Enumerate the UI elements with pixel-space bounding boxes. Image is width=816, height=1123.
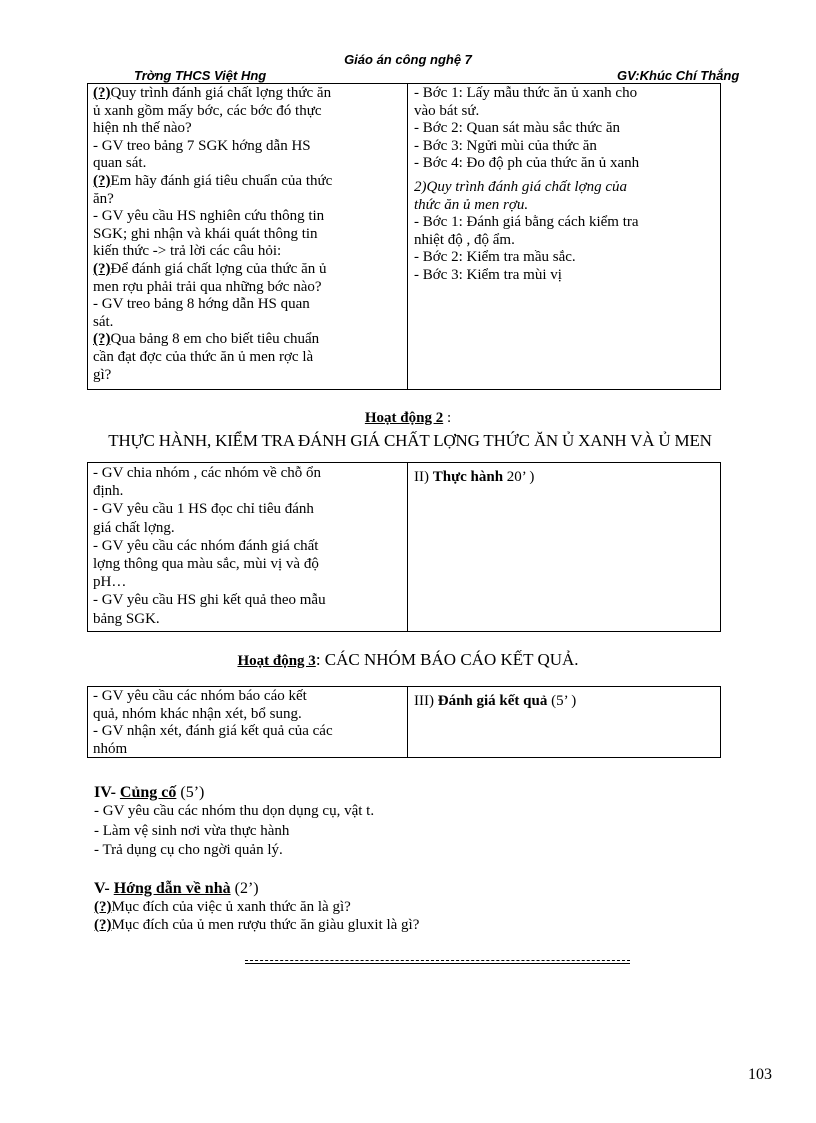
table1-left-text: gì? [93, 366, 112, 383]
table1-right-line: - Bớc 4: Đo độ ph của thức ăn ủ xanh [414, 155, 640, 172]
table1-left-text: Em hãy đánh giá tiêu chuẩn của thức [110, 172, 333, 189]
section-4-heading [94, 784, 204, 802]
section-2-number: II) [414, 469, 433, 485]
table1-left-text: - GV treo bảng 8 hớng dẫn HS quan [93, 296, 310, 313]
section-2-time: 20’ ) [503, 469, 535, 485]
section-4-title: Củng cố [119, 784, 177, 801]
table2-left-line: lợng thông qua màu sắc, mùi vị và độ [93, 556, 319, 573]
table3-left-line: quả, nhóm khác nhận xét, bổ sung. [93, 705, 302, 722]
activity-3-label: Hoạt động 3 [237, 653, 316, 669]
table3-left-line: nhóm [93, 740, 128, 757]
section-3-time: (5’ ) [547, 693, 577, 709]
table1-left-text: kiến thức -> trả lời các câu hỏi: [93, 243, 282, 260]
table1-left-line [93, 173, 402, 191]
activity-3-suffix: : CÁC NHÓM BÁO CÁO KẾT QUẢ. [315, 650, 579, 669]
school-name: Trờng THCS Việt Hng [134, 68, 267, 83]
table1-left-line [93, 191, 402, 209]
table2-left-line: - GV yêu cầu các nhóm đánh giá chất [93, 537, 319, 554]
question-icon: (?) [94, 917, 112, 933]
table1-left-text: cần đạt đợc của thức ăn ủ men rợc là [93, 348, 314, 365]
section-5-title: Hớng dẫn về nhà [113, 880, 231, 897]
table1-right2-line: - Bớc 1: Đánh giá bằng cách kiểm tra [414, 214, 639, 231]
table1-left-line [93, 296, 402, 314]
table1-left-text: sát. [93, 313, 114, 330]
table-activity-3 [87, 686, 721, 758]
page-number: 103 [748, 1066, 772, 1083]
section-3-title: Đánh giá kết quả [437, 693, 548, 709]
table2-left-line: giá chất lợng. [93, 519, 175, 536]
table3-left-cell [88, 687, 408, 757]
table2-left-cell [88, 463, 408, 631]
table2-left-line: định. [93, 483, 124, 500]
table1-left-cell [88, 84, 408, 389]
table1-left-text: - GV treo bảng 7 SGK hớng dẫn HS [93, 137, 311, 154]
table1-left-line [93, 243, 402, 261]
activity-2-heading [0, 410, 816, 427]
table1-right-line: - Bớc 2: Quan sát màu sắc thức ăn [414, 120, 621, 137]
table1-left-text: men rợu phải trải qua những bớc nào? [93, 278, 322, 295]
table1-left-text: ăn? [93, 190, 114, 207]
table1-left-text: Quy trình đánh giá chất lợng thức ăn [110, 85, 332, 101]
activity-2-label: Hoạt động 2 [364, 410, 444, 426]
table3-left-line: - GV yêu cầu các nhóm báo cáo kết [93, 688, 307, 704]
table1-right2-line: nhiệt độ , độ ẩm. [414, 231, 515, 248]
table1-left-line [93, 120, 402, 138]
end-divider [245, 960, 630, 964]
table1-left-line [93, 261, 402, 279]
section-5-time: (2’) [230, 880, 259, 897]
activity-3-heading [0, 650, 816, 670]
activity-2-subtitle: THỰC HÀNH, KIỂM TRA ĐÁNH GIÁ CHẤT LỢNG THỨC ĂN Ủ XANH VÀ Ủ MEN [108, 431, 712, 450]
table1-left-line [93, 331, 402, 349]
section-5-item-text: Mục đích của việc ủ xanh thức ăn là gì? [111, 899, 351, 915]
activity-2-suffix: : [443, 410, 452, 426]
table-activity-2 [87, 462, 721, 632]
table2-right-cell [408, 463, 720, 631]
section-4-item: - GV yêu cầu các nhóm thu dọn dụng cụ, vật t. [94, 803, 375, 819]
document-header-title: Giáo án công nghệ 7 [344, 52, 472, 67]
table1-left-text: SGK; ghi nhận và khái quát thông tin [93, 225, 318, 242]
section-5-heading [94, 880, 259, 898]
section-4-number: IV- [94, 784, 120, 801]
table3-right-cell [408, 687, 720, 757]
table1-right-cell [408, 84, 720, 389]
table1-left-text: hiện nh thế nào? [93, 120, 192, 137]
table1-left-line [93, 226, 402, 244]
table1-left-text: ủ xanh gồm mấy bớc, các bớc đó thực [93, 102, 322, 119]
table1-left-line [93, 85, 402, 103]
table1-left-line [93, 155, 402, 173]
table1-left-line [93, 314, 402, 332]
question-icon: (?) [93, 331, 111, 348]
section-4-time: (5’) [176, 784, 205, 801]
table2-left-line: - GV chia nhóm , các nhóm về chỗ ổn [93, 465, 321, 481]
question-icon: (?) [93, 260, 111, 277]
section-5-number: V- [94, 880, 114, 897]
section-5-item [94, 899, 351, 916]
table1-left-text: - GV yêu cầu HS nghiên cứu thông tin [93, 208, 325, 225]
table1-left-text: Để đánh giá chất lợng của thức ăn ủ [110, 260, 327, 277]
table1-right-italic-line: thức ăn ủ men rợu. [414, 196, 529, 213]
table2-left-line: - GV yêu cầu 1 HS đọc chỉ tiêu đánh [93, 501, 314, 518]
section-2-title: Thực hành [432, 469, 504, 485]
table1-left-line [93, 138, 402, 156]
question-icon: (?) [93, 172, 111, 189]
table3-left-line: - GV nhận xét, đánh giá kết quả của các [93, 723, 333, 740]
section-3-number: III) [414, 693, 438, 709]
table1-left-text: Qua bảng 8 em cho biết tiêu chuẩn [110, 331, 320, 348]
table1-right-italic-line: 2)Quy trình đánh giá chất lợng của [414, 178, 627, 195]
section-4-item: - Làm vệ sinh nơi vừa thực hành [94, 822, 290, 839]
table2-left-line: pH… [93, 574, 127, 591]
table1-right-line: - Bớc 1: Lấy mẫu thức ăn ủ xanh cho [414, 85, 638, 101]
table1-left-line [93, 103, 402, 121]
table1-right2-line: - Bớc 2: Kiểm tra mầu sắc. [414, 249, 576, 266]
section-5-item [94, 917, 419, 934]
table1-right-line: vào bát sứ. [414, 102, 480, 119]
table1-right2-line: - Bớc 3: Kiểm tra mùi vị [414, 266, 562, 283]
section-4-item: - Trả dụng cụ cho ngời quản lý. [94, 842, 283, 858]
table1-left-line [93, 279, 402, 297]
table1-left-text: quan sát. [93, 155, 147, 172]
table1-left-line [93, 349, 402, 367]
table-activity-1 [87, 83, 721, 390]
question-icon: (?) [94, 899, 112, 915]
table1-right-line: - Bớc 3: Ngửi mùi của thức ăn [414, 137, 597, 154]
teacher-name: GV:Khúc Chí Thắng [617, 68, 740, 83]
table2-left-line: bảng SGK. [93, 610, 160, 627]
table1-left-line [93, 208, 402, 226]
question-icon: (?) [93, 85, 111, 101]
table2-left-line: - GV yêu cầu HS ghi kết quả theo mẫu [93, 592, 326, 609]
section-5-item-text: Mục đích của ủ men rượu thức ăn giàu gluxit là gì? [111, 917, 420, 933]
table1-left-line [93, 367, 402, 385]
